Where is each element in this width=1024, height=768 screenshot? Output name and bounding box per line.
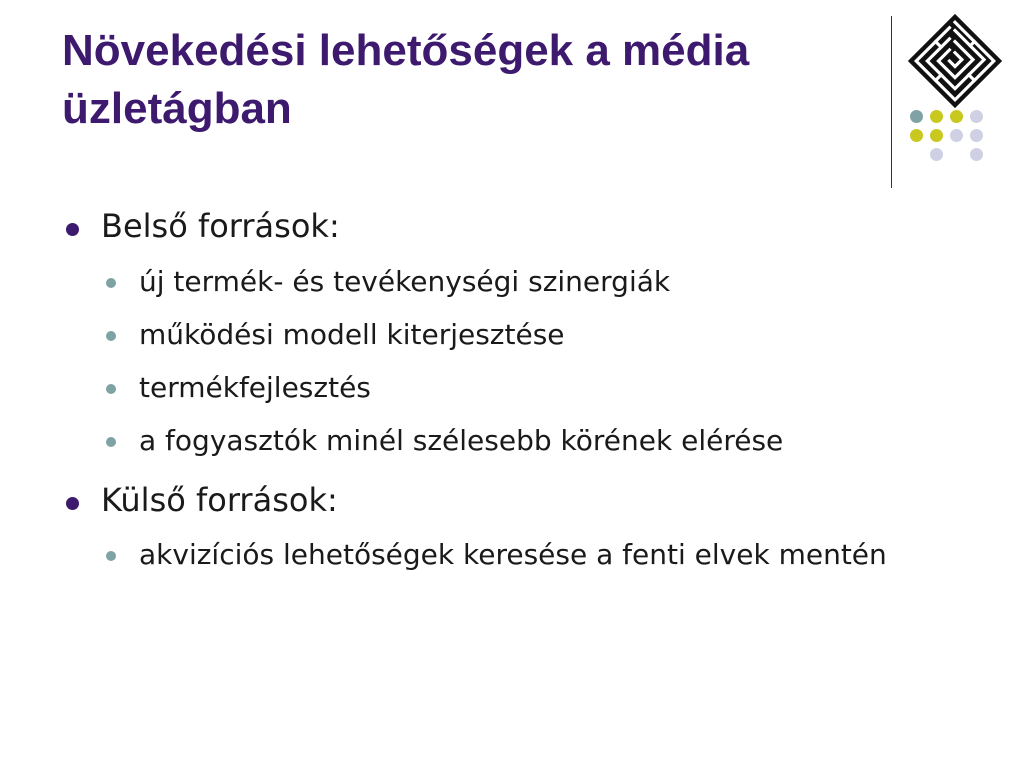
sub-bullet-dot <box>106 331 116 341</box>
sub-bullet-text: akvizíciós lehetőségek keresése a fenti elvek mentén <box>139 538 887 571</box>
decor-dot <box>930 129 943 142</box>
decor-dot <box>930 110 943 123</box>
decorative-dot-grid <box>910 110 990 164</box>
sub-bullet-text: működési modell kiterjesztése <box>139 318 565 351</box>
sub-bullet-dot <box>106 384 116 394</box>
sub-bullet-text: a fogyasztók minél szélesebb körének elérése <box>139 424 784 457</box>
bullet-dot <box>66 223 79 236</box>
slide-title <box>62 22 862 138</box>
title-line-1: Növekedési lehetőségek a média <box>62 26 750 75</box>
vertical-divider <box>891 16 892 188</box>
bullet-text: Belső források: <box>101 207 340 245</box>
decor-dot <box>970 110 983 123</box>
decor-dot <box>910 110 923 123</box>
decor-dot <box>950 129 963 142</box>
bullet-text: Külső források: <box>101 481 338 519</box>
decor-dot <box>970 148 983 161</box>
sub-bullet-text: termékfejlesztés <box>139 371 371 404</box>
sub-bullet-text: új termék- és tevékenységi szinergiák <box>139 265 671 298</box>
sub-bullet-dot <box>106 437 116 447</box>
sub-bullet-dot <box>106 551 116 561</box>
decor-dot <box>910 129 923 142</box>
bullet-dot <box>66 497 79 510</box>
maze-logo-icon <box>906 12 1004 110</box>
sub-bullet-dot <box>106 278 116 288</box>
decor-dot <box>930 148 943 161</box>
title-line-2: üzletágban <box>62 84 292 133</box>
decor-dot <box>970 129 983 142</box>
decor-dot <box>950 110 963 123</box>
